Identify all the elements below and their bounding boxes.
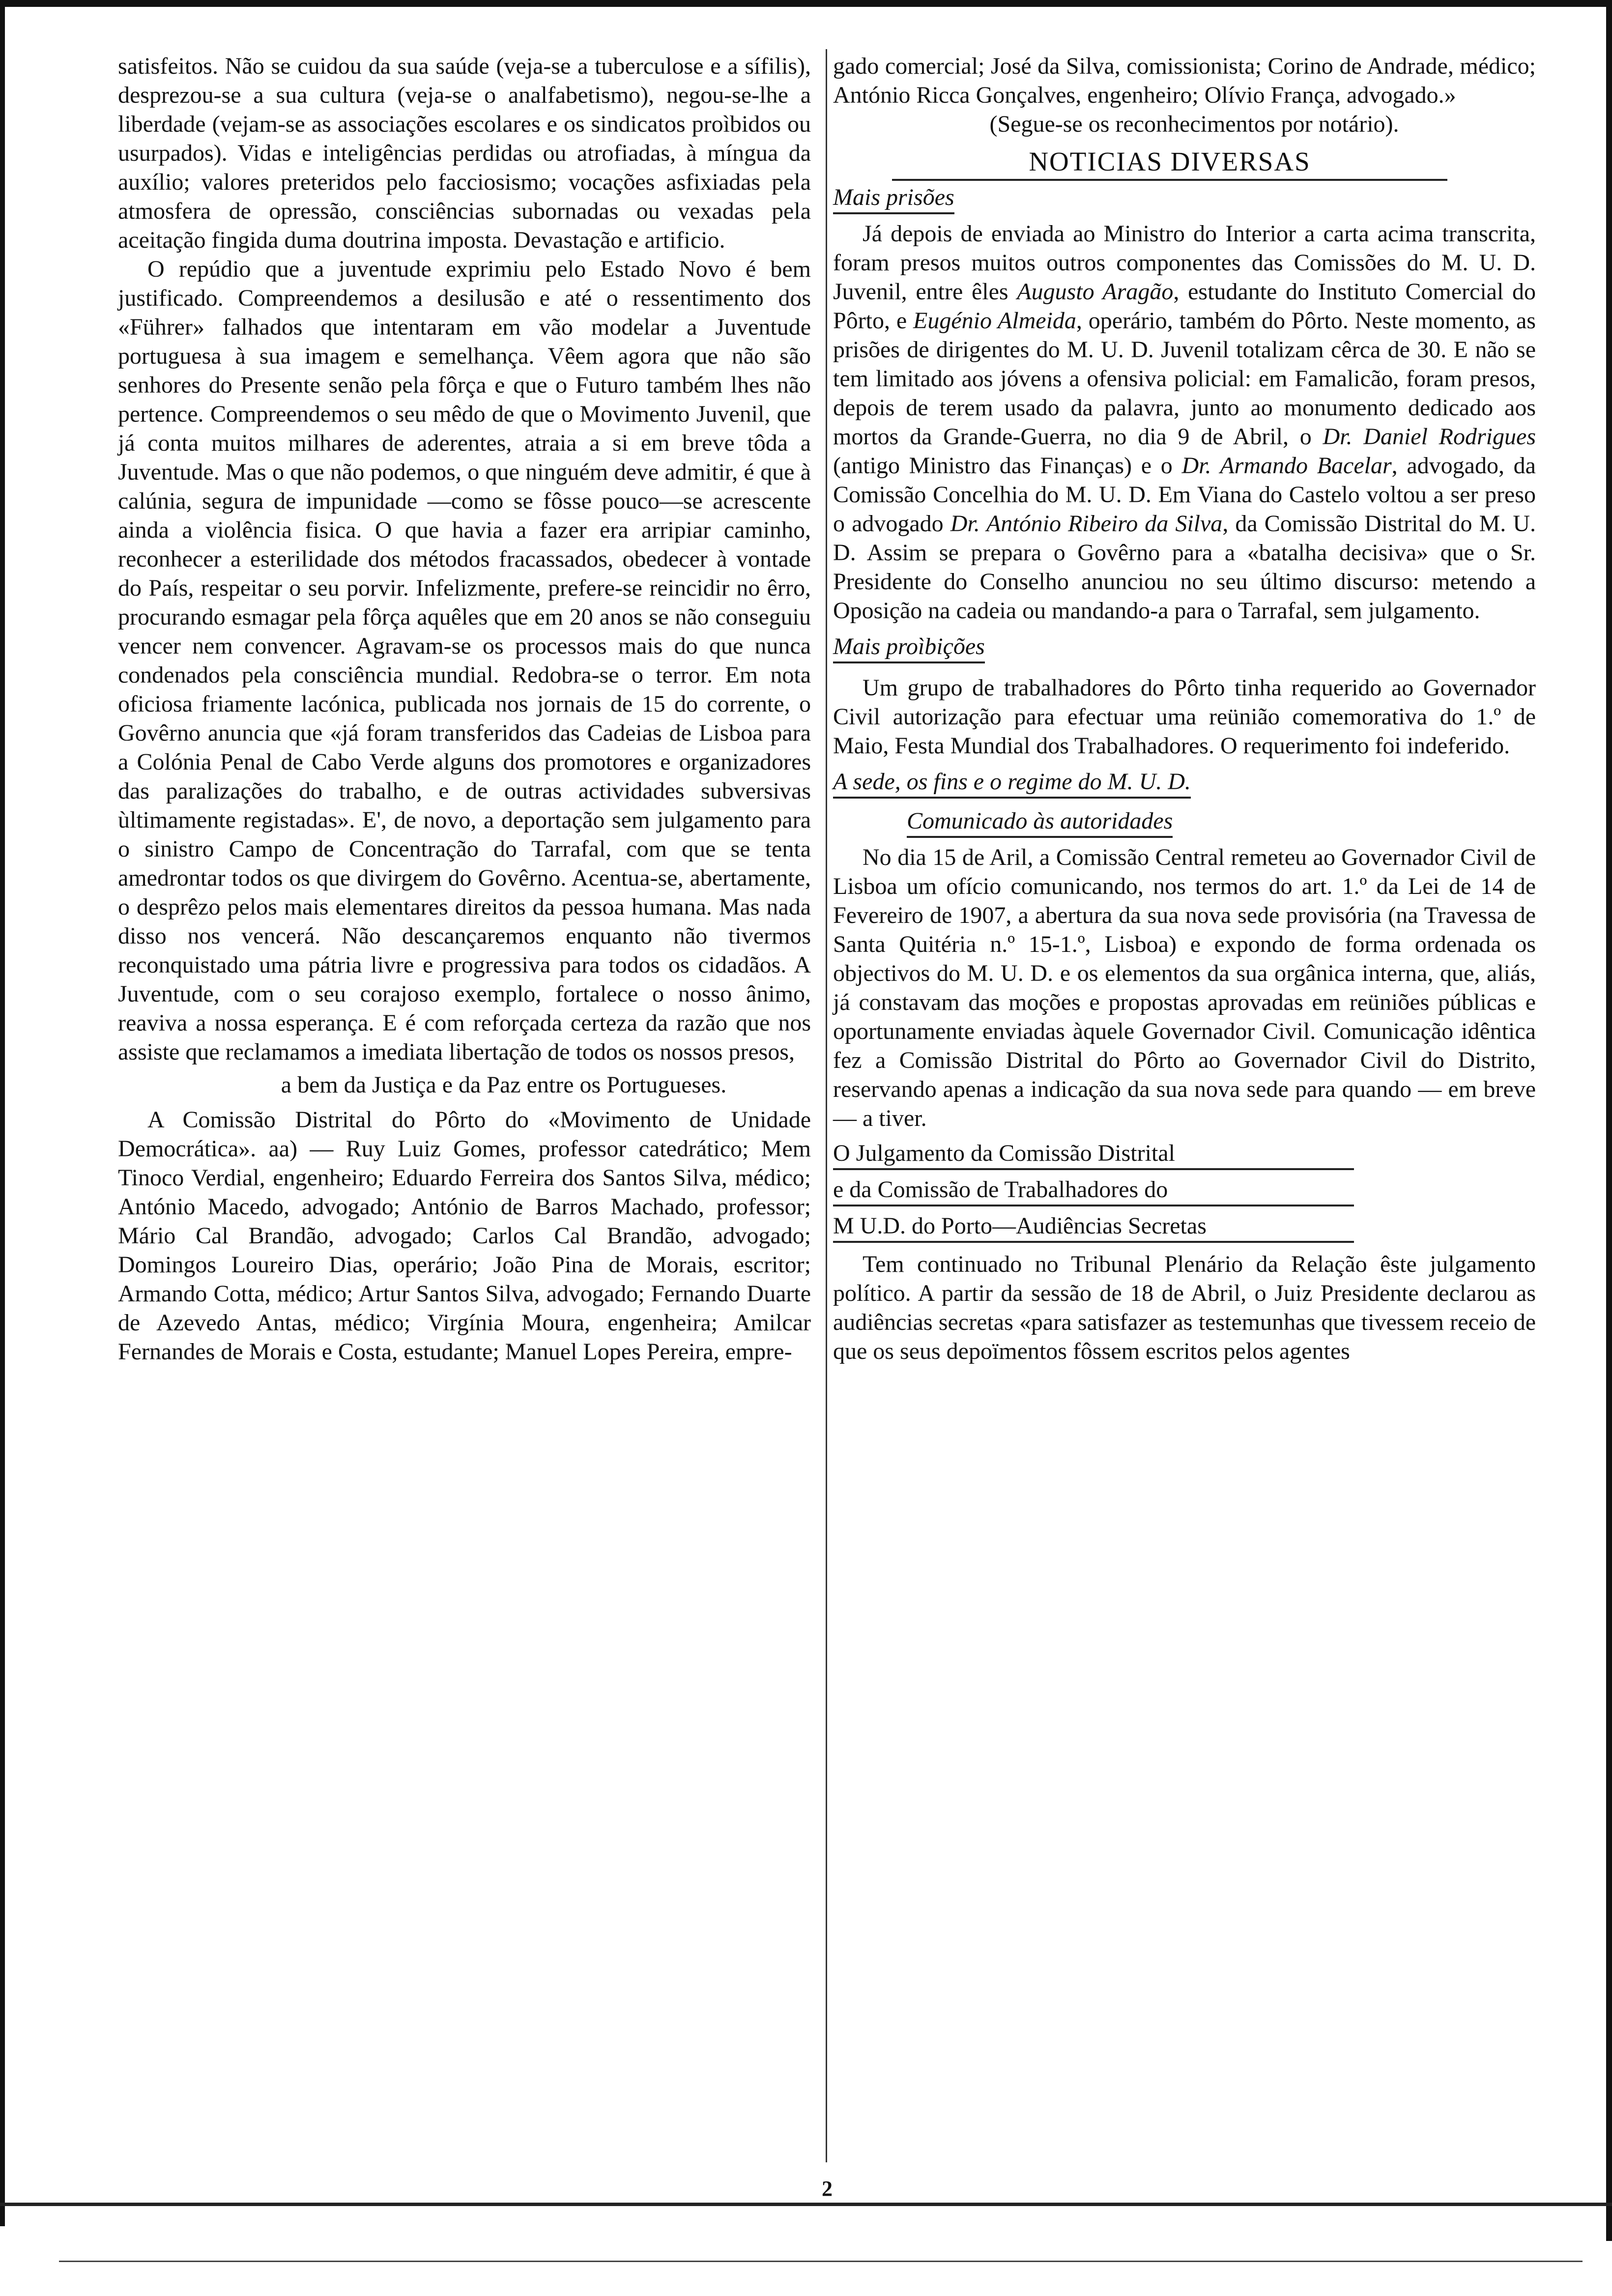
paragraph: O repúdio que a juventude exprimiu pelo Estado Novo é bem justificado. Compreendemos a desilusão e até o ressentimento dos «Führer» falhados que intentaram em vão modelar a Juventude portuguesa à sua imagem e semelhança. Vêem agora que não são senhores do Presente senão pela fôrça e que o Futuro também lhes não pertence. Compreendemos o seu mêdo de que o Movimento Juvenil, que já conta muitos milhares de aderentes, atraia a si em breve tôda a Juventude. Mas o que não podemos, o que ninguém deve admitir, é que à calúnia, segura de impunidade —como se fôsse pouco—se acrescente ainda a violência fisica. O que havia a fazer era arripiar caminho, reconhecer a esterilidade dos métodos fracassados, obedecer à vontade do País, respeitar o seu porvir. Infelizmente, prefere-se reincidir no êrro, procurando esmagar pela fôrça aquêles que em 20 anos se não conseguiu vencer nem convencer. Agravam-se os processos mais do que nunca condenados pela consciência mundial. Redobra-se o terror. Em nota oficiosa friamente lacónica, publicada nos jornais de 15 do corrente, o Govêrno anuncia que «já foram transferidos das Cadeias de Lisboa para a Colónia Penal de Cabo Verde alguns dos promotores e organizadores das paralizações do trabalho, e de outras actividades subversivas ùltimamente registadas». E', de novo, a deportação sem julgamento para o sinistro Campo de Concentração do Tarrafal, com que se tenta amedrontar todos os que divirgem do Govêrno. Acentua-se, abertamente, o desprêzo pelos mais elementares direitos da pessoa humana. Mas nada disso nos vencerá. Não descançaremos enquanto não tivermos reconquistado uma pátria livre e progressiva para todos os cidadãos. A Juventude, com o seu corajoso exemplo, fortalece o nosso ânimo, reaviva a nossa esperança. E é com reforçada certeza da razão que nos assiste que reclamamos a imediata libertação de todos os nossos presos,	[118, 256, 811, 1065]
paragraph-prisoes	[833, 219, 1536, 625]
text: , operário, também do Pôrto. Neste momento, as prisões de dirigentes do M. U. D. Juvenil totalizam cêrca de 30. E não se tem limitado aos jóvens a ofensiva policial: em Famalicão, foram presos, depois de terem usado da palavra, junto ao monumento dedicado aos mortos da Grande-Guerra, no dia 9 de Abril, o	[833, 308, 1536, 450]
person-name: Dr. António Ribeiro da Silva	[950, 511, 1223, 537]
subheading-line: M U.D. do Porto—Audiências Secretas	[833, 1211, 1354, 1243]
paragraph: Tem continuado no Tribunal Plenário da Relação êste julgamento político. A partir da sessão de 18 de Abril, o Juiz Presidente declarou as audiências secretas «para satisfazer as testemunhas que tivessem receio de que os seus depoïmentos fôssem escritos pelos agentes	[833, 1251, 1536, 1364]
bottom-scan-line	[59, 2261, 1583, 2262]
closing-line: a bem da Justiça e da Paz entre os Portugueses.	[281, 1072, 727, 1098]
column-divider	[826, 49, 827, 2162]
text: , da Comissão Distrital do M. U. D. Assim se prepara o Govêrno para a «batalha decisiva» que o Sr. Presidente do Conselho anunciou no seu último discurso: metendo a Oposição na cadeia ou mandando-a para o Tarrafal, sem julgamento.	[833, 511, 1536, 624]
notary-note: (Segue-se os reconhecimentos por notário).	[989, 111, 1399, 137]
subheading-line: O Julgamento da Comissão Distrital	[833, 1139, 1354, 1170]
subheading-mais-proibicoes: Mais proìbições	[833, 632, 985, 663]
right-border	[1606, 0, 1612, 2241]
left-border	[0, 0, 5, 2226]
text: , estudante do Instituto Comercial do Pôrto, e	[833, 279, 1536, 334]
subheading-sede-fins-regime: A sede, os fins e o regime do M. U. D.	[833, 767, 1191, 799]
text: , advogado, da Comissão Concelhia do M. U. D. Em Viana do Castelo voltou a ser preso o advogado	[833, 453, 1536, 537]
paragraph: satisfeitos. Não se cuidou da sua saúde (veja-se a tuberculose e a sífilis), desprezou-se a sua cultura (veja-se o analfabetismo), negou-se-lhe a liberdade (vejam-se as associações escolares e os sindicatos proìbidos ou usurpados). Vidas e inteligências perdidas ou atrofiadas, à míngua da auxílio; valores preteridos pelo facciosismo; vocações asfixiadas pela atmosfera de opressão, consciências subornadas ou vexadas pela aceitação fingida duma doutrina imposta. Devastação e artificio.	[118, 53, 811, 253]
paragraph: No dia 15 de Aril, a Comissão Central remeteu ao Governador Civil de Lisboa um ofício comunicando, nos termos do art. 1.º da Lei de 14 de Fevereiro de 1907, a abertura da sua nova sede provisória (na Travessa de Santa Quitéria n.º 15-1.º, Lisboa) e expondo de forma ordenada os objectivos do M. U. D. e os elementos da sua orgânica interna, que, aliás, já constavam das moções e propostas aprovadas em reüniões públicas e oportunamente enviadas àquele Governador Civil. Comunicação idêntica fez a Comissão Distrital do Pôrto ao Governador Civil do Distrito, reservando apenas a indicação da sua nova sede para quando — em breve — a tiver.	[833, 844, 1536, 1131]
bottom-border	[0, 2203, 1612, 2206]
text: (antigo Ministro das Finanças) e o	[833, 453, 1182, 479]
paragraph: gado comercial; José da Silva, comissionista; Corino de Andrade, médico; António Ricca Gonçalves, engenheiro; Olívio França, advogado.»	[833, 53, 1536, 108]
section-title: NOTICIAS DIVERSAS	[892, 144, 1447, 181]
paragraph: Um grupo de trabalhadores do Pôrto tinha requerido ao Governador Civil autorização para efectuar uma reünião comemorativa do 1.º de Maio, Festa Mundial dos Trabalhadores. O requerimento foi indeferido.	[833, 675, 1536, 759]
page-number: 2	[822, 2177, 833, 2201]
signatories-paragraph: A Comissão Distrital do Pôrto do «Movimento de Unidade Democrática». aa) — Ruy Luiz Gomes, professor catedrático; Mem Tinoco Verdial, engenheiro; Eduardo Ferreira dos Santos Silva, médico; António Macedo, advogado; António de Barros Machado, professor; Mário Cal Brandão, advogado; Carlos Cal Brandão, advogado; Domingos Loureiro Dias, operário; João Pina de Morais, escritor; Armando Cotta, médico; Artur Santos Silva, advogado; Fernando Duarte de Azevedo Antas, médico; Virgínia Moura, engenheira; Amilcar Fernandes de Morais e Costa, estudante; Manuel Lopes Pereira, empre-	[118, 1107, 811, 1365]
subheading-line: e da Comissão de Trabalhadores do	[833, 1175, 1354, 1206]
subheading-julgamento	[833, 1139, 1536, 1243]
person-name: Augusto Aragão	[1017, 279, 1174, 305]
subheading-comunicado: Comunicado às autoridades	[907, 806, 1173, 838]
subheading-mais-prisoes: Mais prisões	[833, 183, 954, 214]
person-name: Dr. Armando Bacelar	[1181, 453, 1392, 479]
person-name: Dr. Daniel Rodrigues	[1323, 424, 1536, 450]
left-column	[118, 52, 811, 1366]
top-border	[0, 0, 1612, 7]
person-name: Eugénio Almeida	[913, 308, 1076, 334]
text: Já depois de enviada ao Ministro do Interior a carta acima transcrita, foram presos muitos outros componentes das Comissões do M. U. D. Juvenil, entre êles	[833, 221, 1536, 305]
right-column	[833, 52, 1536, 1366]
